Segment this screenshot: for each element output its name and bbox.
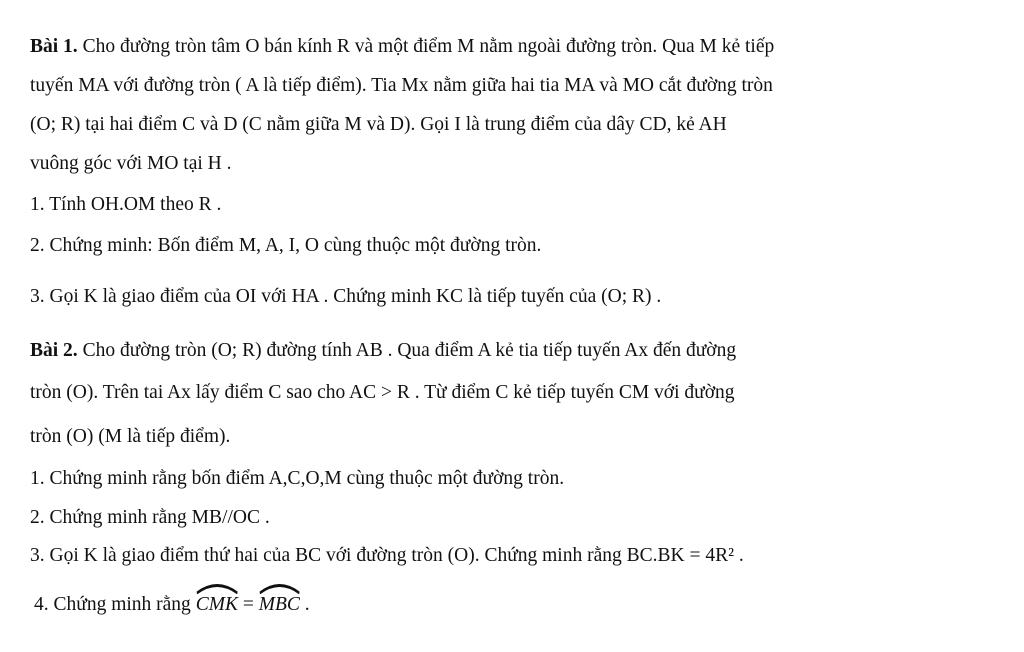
bai1-item-2: 2. Chứng minh: Bốn điểm M, A, I, O cùng thuộc một đường tròn.: [30, 235, 542, 256]
arc-mbc: [259, 590, 300, 618]
bai1-item-3: 3. Gọi K là giao điểm của OI với HA . Chứng minh KC là tiếp tuyến của (O; R) .: [30, 286, 662, 307]
bai2-text-1: Cho đường tròn (O; R) đường tính AB . Qua điểm A kẻ tia tiếp tuyến Ax đến đường: [82, 340, 737, 361]
bai2-line-3: tròn (O) (M là tiếp điểm).: [30, 426, 231, 447]
arc-mbc-symbol: [259, 584, 300, 594]
arc-equals: =: [242, 594, 254, 615]
bai2-line-2: tròn (O). Trên tai Ax lấy điểm C sao cho AC > R . Từ điểm C kẻ tiếp tuyến CM với đường: [30, 382, 735, 403]
bai2-item-4-prefix: 4. Chứng minh rằng: [34, 594, 191, 615]
bai1-item-1: 1. Tính OH.OM theo R .: [30, 194, 222, 215]
bai2-item-4-suffix: .: [304, 594, 310, 615]
bai1-line-2: tuyến MA với đường tròn ( A là tiếp điểm). Tia Mx nằm giữa hai tia MA và MO cắt đường tròn: [30, 75, 773, 96]
arc-cmk: [196, 590, 238, 618]
bai1-text-1: Cho đường tròn tâm O bán kính R và một điểm M nằm ngoài đường tròn. Qua M kẻ tiếp: [82, 36, 775, 57]
bai1-line-4: vuông góc với MO tại H .: [30, 153, 232, 174]
bai2-line-1: [30, 338, 736, 364]
bai2-item-2: 2. Chứng minh rằng MB//OC .: [30, 507, 270, 528]
bai2-item-4: [34, 590, 310, 618]
bai2-item-3: 3. Gọi K là giao điểm thứ hai của BC với đường tròn (O). Chứng minh rằng BC.BK = 4R² .: [30, 545, 744, 566]
bai1-line-1: [30, 34, 774, 60]
arc-cmk-symbol: [196, 584, 238, 594]
arc-cmk-label: CMK: [195, 594, 238, 615]
bai2-item-1: 1. Chứng minh rằng bốn điểm A,C,O,M cùng thuộc một đường tròn.: [30, 468, 565, 489]
bai2-heading: Bài 2.: [30, 340, 78, 361]
arc-mbc-label: MBC: [258, 594, 300, 615]
bai1-heading: Bài 1.: [30, 36, 78, 57]
bai1-line-3: (O; R) tại hai điểm C và D (C nằm giữa M và D). Gọi I là trung điểm của dây CD, kẻ AH: [30, 114, 727, 135]
